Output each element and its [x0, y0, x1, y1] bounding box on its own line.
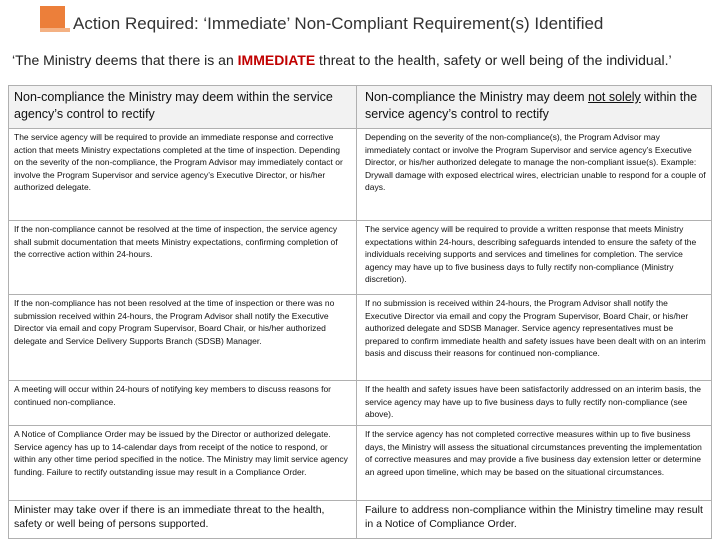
table-row: [9, 381, 712, 426]
table-cell-right: Failure to address non-compliance within the Ministry timeline may result in a Notice of Compliance Order.: [357, 501, 712, 539]
intro-text-after: threat to the health, safety or well being of the individual.’: [315, 52, 672, 68]
table-cell-left: If the non-compliance cannot be resolved at the time of inspection, the service agency shall submit documentation that meets Ministry expectations, confirming completion of the corrective action within 24-hours.: [9, 221, 357, 295]
table-cell-right: If the health and safety issues have been satisfactorily addressed on an interim basis, the service agency may have up to five business days to fully rectify non-compliance (see above).: [357, 381, 712, 426]
col2-header-part-a: Non-compliance the Ministry may deem: [365, 90, 588, 104]
title-accent-block: [40, 6, 65, 28]
col2-header-part-b: within the service agency’s control to rectify: [365, 90, 698, 121]
table-cell-right: The service agency will be required to provide a written response that meets Ministry expectations within 24-hours, describing safeguards intended to ensure the safety of the individuals receiving supports and services and timelines for completion. The service agency may have up to five business days to fully rectify non-compliance (Ministry discretion).: [357, 221, 712, 295]
table-cell-right: Depending on the severity of the non-compliance(s), the Program Advisor may immediately contact or involve the Program Supervisor and service agency’s Executive Director, or his/her authorized delegate to manage the non-compliant issue(s). Example: Drywall damage with exposed electrical wires, electrician unable to respond for a couple of days.: [357, 129, 712, 221]
intro-text-before: ‘The Ministry deems that there is an: [12, 52, 238, 68]
table-cell-right: If no submission is received within 24-hours, the Program Advisor shall notify the Executive Director via email and copy the Program Supervisor, Board Chair, or his/her authorized delegate and SDSB Manager. Service agency representatives must be prepared to confirm immediate health and safety issues have been dealt with on an interim basis and discuss their reasons for continued non-compliance.: [357, 295, 712, 381]
column-header-not-solely-within-control: [357, 86, 712, 129]
table-cell-left: The service agency will be required to provide an immediate response and corrective action that meets Ministry expectations completed at the time of inspection. Depending on the severity of the non-compliance, the Program Advisor may immediately contact or involve the Program Supervisor and service agency’s Executive Director, or his/her authorized delegate.: [9, 129, 357, 221]
col2-header-underlined: not solely: [588, 90, 641, 104]
table-cell-right: If the service agency has not completed corrective measures within up to five business days, the Ministry will assess the situational circumstances preventing the implementation of corrective measures and may provide a five business day extension letter or determine an agreed upon timeline, which may be based on the situational circumstances.: [357, 426, 712, 501]
compliance-table: [8, 85, 712, 539]
intro-quote: [12, 52, 712, 86]
table-header-row: [9, 86, 712, 129]
table-cell-left: A Notice of Compliance Order may be issued by the Director or authorized delegate. Service agency has up to 14-calendar days from receipt of the notice to respond, or within any other time period specified in the notice. The Ministry may limit service agency funding. Failure to rectify outstanding issue may result in a Compliance Order.: [9, 426, 357, 501]
table-row: [9, 221, 712, 295]
table-row: [9, 295, 712, 381]
table-cell-left: Minister may take over if there is an immediate threat to the health, safety or well being of persons supported.: [9, 501, 357, 539]
table-row: [9, 501, 712, 539]
table-cell-left: If the non-compliance has not been resolved at the time of inspection or there was no submission received within 24-hours, the Program Advisor shall notify the Executive Director via email and copy Program Supervisor, Board Chair, or his/her authorized delegate and Service Delivery Supports Branch (SDSB) Manager.: [9, 295, 357, 381]
table-cell-left: A meeting will occur within 24-hours of notifying key members to discuss reasons for continued non-compliance.: [9, 381, 357, 426]
page-title: Action Required: ‘Immediate’ Non-Compliant Requirement(s) Identified: [73, 14, 604, 33]
table-row: [9, 129, 712, 221]
intro-highlight: IMMEDIATE: [237, 52, 316, 68]
column-header-within-control: Non-compliance the Ministry may deem within the service agency’s control to rectify: [9, 86, 357, 129]
table-row: [9, 426, 712, 501]
title-accent-line: [40, 28, 70, 32]
